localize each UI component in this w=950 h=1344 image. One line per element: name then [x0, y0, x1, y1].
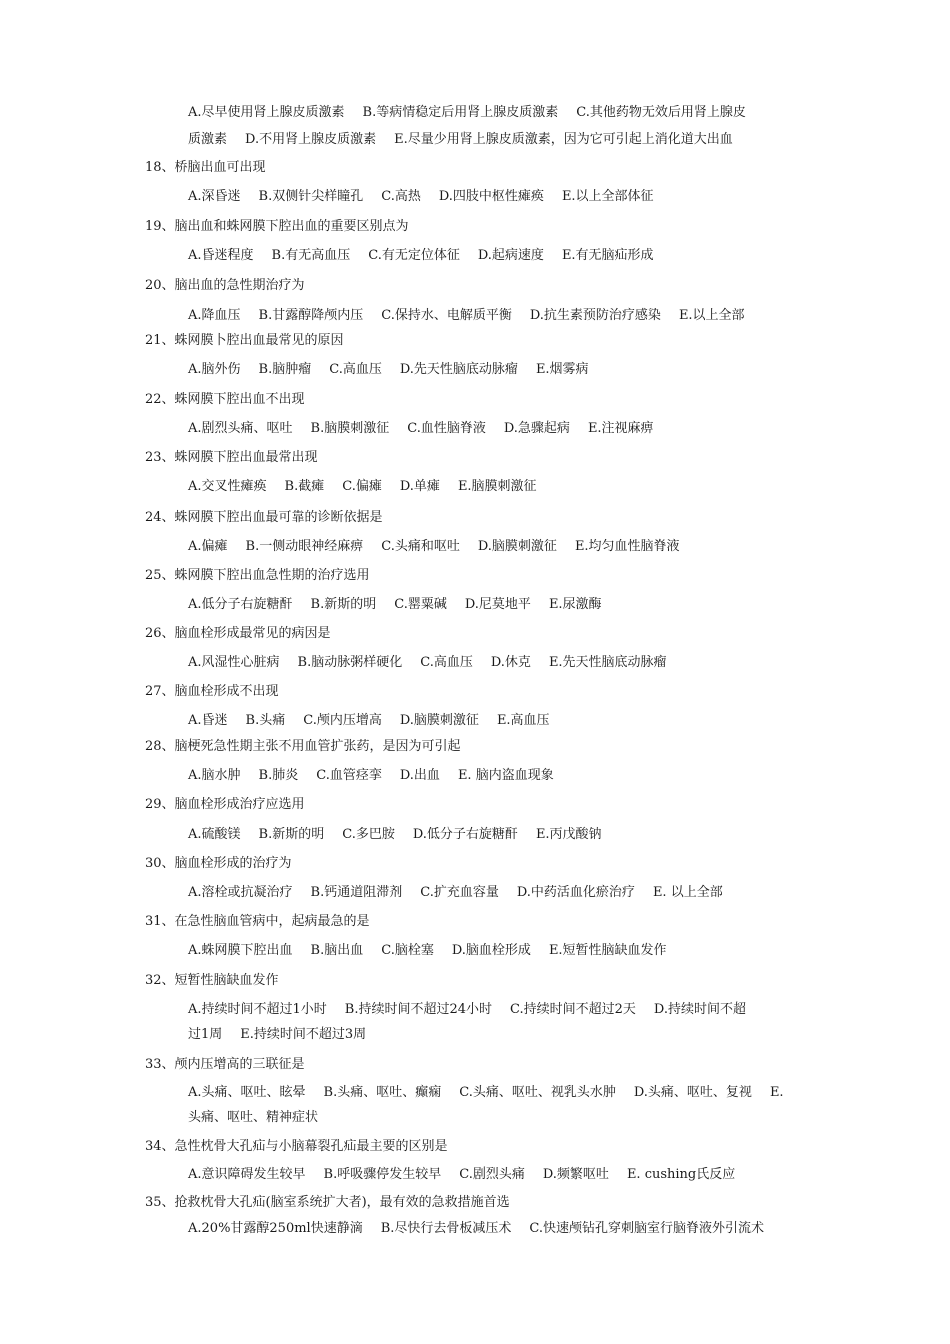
- option-text: D.急骤起病: [503, 421, 570, 436]
- answer-options: [188, 712, 550, 730]
- option-text: B.肺炎: [258, 768, 299, 783]
- question-stem: 33、颅内压增高的三联征是: [145, 1057, 305, 1072]
- question-stem: 25、蛛网膜下腔出血急性期的治疗选用: [145, 568, 370, 583]
- option-text: E.高血压: [496, 713, 550, 728]
- option-text: B.一侧动眼神经麻痹: [245, 539, 364, 554]
- option-text: C.扩充血容量: [420, 885, 499, 900]
- option-text: E. 以上全部: [652, 885, 723, 900]
- option-text: D.休克: [490, 655, 531, 670]
- answer-options: [188, 1109, 318, 1127]
- answer-options: [188, 104, 746, 122]
- option-text: A.深昏迷: [188, 189, 241, 204]
- option-text: 质激素: [188, 132, 228, 147]
- answer-options: [188, 942, 667, 960]
- answer-options: [188, 247, 654, 265]
- answer-options: [188, 131, 733, 149]
- option-text: E.烟雾病: [535, 362, 589, 377]
- option-text: E.尿激酶: [548, 597, 602, 612]
- question-stem: 28、脑梗死急性期主张不用血管扩张药，是因为可引起: [145, 739, 461, 754]
- option-text: B.甘露醇降颅内压: [258, 308, 364, 323]
- option-text: B.呼吸骤停发生较早: [323, 1167, 442, 1182]
- answer-options: [188, 538, 680, 556]
- option-text: B.等病情稳定后用肾上腺皮质激素: [362, 105, 559, 120]
- option-text: C.其他药物无效后用肾上腺皮: [576, 105, 746, 120]
- option-text: D.先天性脑底动脉瘤: [399, 362, 518, 377]
- option-text: E.: [769, 1085, 784, 1100]
- option-text: B.脑膜刺激征: [310, 421, 390, 436]
- option-text: E.尽量少用肾上腺皮质激素，因为它可引起上消化道大出血: [394, 132, 733, 147]
- option-text: E.持续时间不超过3周: [240, 1027, 367, 1042]
- option-text: B.尽快行去骨板减压术: [380, 1221, 512, 1236]
- option-text: B.有无高血压: [271, 248, 351, 263]
- option-text: D.出血: [399, 768, 440, 783]
- option-text: B.新斯的明: [310, 597, 377, 612]
- option-text: 过1周: [188, 1027, 223, 1042]
- option-text: B.脑出血: [310, 943, 364, 958]
- option-text: B.头痛: [245, 713, 286, 728]
- option-text: A.意识障碍发生较早: [188, 1167, 306, 1182]
- option-text: D.尼莫地平: [464, 597, 531, 612]
- option-text: D.低分子右旋糖酐: [412, 827, 518, 842]
- option-text: D.抗生素预防治疗感染: [529, 308, 661, 323]
- answer-options: [188, 478, 537, 496]
- option-text: E. 脑内盗血现象: [457, 768, 554, 783]
- option-text: A.20%甘露醇250ml快速静滴: [188, 1221, 363, 1236]
- answer-options: [188, 1220, 764, 1238]
- option-text: C.血管痉挛: [316, 768, 382, 783]
- option-text: A.蛛网膜下腔出血: [188, 943, 293, 958]
- option-text: D.脑血栓形成: [451, 943, 531, 958]
- answer-options: [188, 1166, 735, 1184]
- question-stem: 31、在急性脑血管病中，起病最急的是: [145, 914, 370, 929]
- option-text: C.头痛、呕吐、视乳头水肿: [459, 1085, 616, 1100]
- option-text: A.脑外伤: [188, 362, 241, 377]
- option-text: D.头痛、呕吐、复视: [633, 1085, 752, 1100]
- answer-options: [188, 307, 745, 325]
- question-stem: 29、脑血栓形成治疗应选用: [145, 797, 305, 812]
- option-text: C.高热: [381, 189, 421, 204]
- option-text: C.罂粟碱: [394, 597, 447, 612]
- option-text: C.多巴胺: [342, 827, 395, 842]
- question-stem: 18、桥脑出血可出现: [145, 160, 266, 175]
- answer-options: [188, 826, 602, 844]
- answer-options: [188, 1026, 366, 1044]
- option-text: E.有无脑疝形成: [561, 248, 654, 263]
- answer-options: [188, 654, 667, 672]
- option-text: A.剧烈头痛、呕吐: [188, 421, 293, 436]
- option-text: C.保持水、电解质平衡: [381, 308, 512, 323]
- option-text: A.风湿性心脏病: [188, 655, 280, 670]
- option-text: E.均匀血性脑脊液: [574, 539, 680, 554]
- option-text: D.中药活血化瘀治疗: [516, 885, 635, 900]
- option-text: A.昏迷: [188, 713, 228, 728]
- option-text: E.先天性脑底动脉瘤: [548, 655, 667, 670]
- option-text: A.持续时间不超过1小时: [188, 1002, 327, 1017]
- option-text: C.有无定位体征: [368, 248, 460, 263]
- option-text: D.持续时间不超: [653, 1002, 747, 1017]
- option-text: B.双侧针尖样瞳孔: [258, 189, 364, 204]
- question-stem: 30、脑血栓形成的治疗为: [145, 856, 292, 871]
- question-stem: 20、脑出血的急性期治疗为: [145, 278, 305, 293]
- option-text: B.头痛、呕吐、癫痫: [323, 1085, 442, 1100]
- option-text: C.颅内压增高: [303, 713, 382, 728]
- option-text: C.脑栓塞: [381, 943, 434, 958]
- option-text: A.降血压: [188, 308, 241, 323]
- option-text: C.剧烈头痛: [459, 1167, 525, 1182]
- answer-options: [188, 361, 589, 379]
- question-stem: 26、脑血栓形成最常见的病因是: [145, 626, 331, 641]
- option-text: 头痛、呕吐、精神症状: [188, 1110, 319, 1125]
- option-text: D.脑膜刺激征: [477, 539, 557, 554]
- option-text: E.脑膜刺激征: [457, 479, 537, 494]
- question-stem: 34、急性枕骨大孔疝与小脑幕裂孔疝最主要的区别是: [145, 1139, 448, 1154]
- option-text: D.四肢中枢性瘫痪: [438, 189, 544, 204]
- option-text: E.注视麻痹: [587, 421, 654, 436]
- question-stem: 24、蛛网膜下腔出血最可靠的诊断依据是: [145, 510, 383, 525]
- answer-options: [188, 596, 602, 614]
- question-stem: 32、短暂性脑缺血发作: [145, 973, 279, 988]
- option-text: A.硫酸镁: [188, 827, 241, 842]
- option-text: B.新斯的明: [258, 827, 325, 842]
- option-text: C.持续时间不超过2天: [510, 1002, 636, 1017]
- answer-options: [188, 1084, 784, 1102]
- option-text: C.快速颅钻孔穿刺脑室行脑脊液外引流术: [529, 1221, 765, 1236]
- option-text: C.头痛和呕吐: [381, 539, 460, 554]
- option-text: E.丙戊酸钠: [535, 827, 602, 842]
- question-stem: 19、脑出血和蛛网膜下腔出血的重要区别点为: [145, 219, 409, 234]
- option-text: D.单瘫: [399, 479, 440, 494]
- option-text: C.高血压: [420, 655, 473, 670]
- answer-options: [188, 188, 654, 206]
- option-text: A.偏瘫: [188, 539, 228, 554]
- option-text: B.持续时间不超过24小时: [344, 1002, 493, 1017]
- option-text: D.不用肾上腺皮质激素: [245, 132, 377, 147]
- option-text: B.钙通道阻滞剂: [310, 885, 403, 900]
- question-stem: 21、蛛网膜卜腔出血最常见的原因: [145, 333, 344, 348]
- option-text: D.起病速度: [477, 248, 544, 263]
- option-text: B.截瘫: [284, 479, 325, 494]
- question-stem: 22、蛛网膜下腔出血不出现: [145, 392, 305, 407]
- option-text: B.脑动脉粥样硬化: [297, 655, 403, 670]
- option-text: D.频繁呕吐: [542, 1167, 609, 1182]
- option-text: C.血性脑脊液: [407, 421, 486, 436]
- answer-options: [188, 884, 723, 902]
- option-text: E.短暂性脑缺血发作: [548, 943, 667, 958]
- question-stem: 35、抢救枕骨大孔疝(脑室系统扩大者)，最有效的急救措施首选: [145, 1195, 510, 1210]
- option-text: E.以上全部: [678, 308, 745, 323]
- question-stem: 23、蛛网膜下腔出血最常出现: [145, 450, 318, 465]
- option-text: A.交叉性瘫痪: [188, 479, 267, 494]
- question-stem: 27、脑血栓形成不出现: [145, 684, 279, 699]
- option-text: A.溶栓或抗凝治疗: [188, 885, 293, 900]
- answer-options: [188, 1001, 746, 1019]
- option-text: A.昏迷程度: [188, 248, 254, 263]
- option-text: E.以上全部体征: [561, 189, 654, 204]
- option-text: A.脑水肿: [188, 768, 241, 783]
- option-text: C.高血压: [329, 362, 382, 377]
- answer-options: [188, 420, 654, 438]
- option-text: A.尽早使用肾上腺皮质激素: [188, 105, 345, 120]
- option-text: A.低分子右旋糖酐: [188, 597, 293, 612]
- option-text: B.脑肿瘤: [258, 362, 312, 377]
- option-text: D.脑膜刺激征: [399, 713, 479, 728]
- option-text: A.头痛、呕吐、眩晕: [188, 1085, 306, 1100]
- answer-options: [188, 767, 554, 785]
- option-text: E. cushing氏反应: [626, 1167, 736, 1182]
- option-text: C.偏瘫: [342, 479, 382, 494]
